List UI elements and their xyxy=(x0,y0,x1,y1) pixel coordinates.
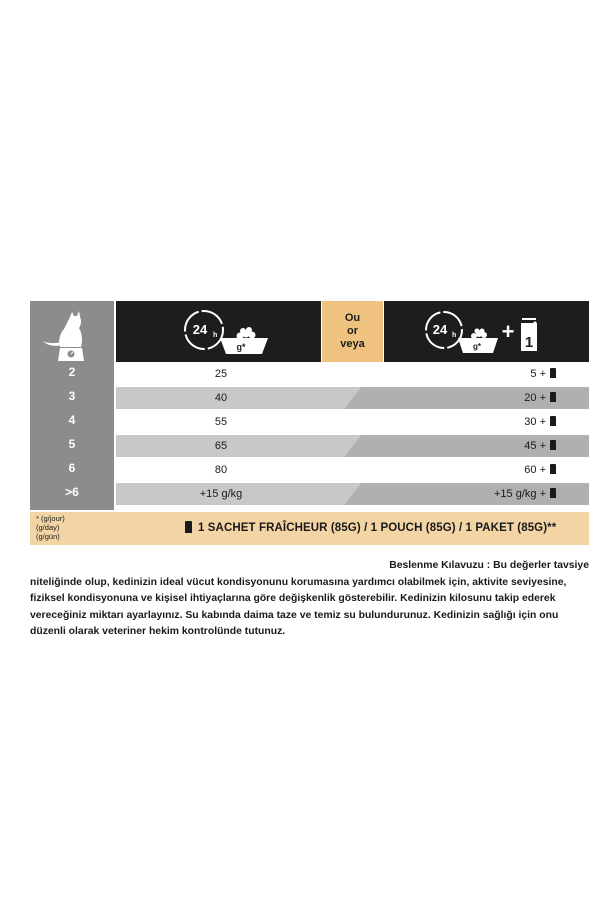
mixed-amount: 45 + xyxy=(524,440,546,452)
hours-unit: h xyxy=(213,332,218,339)
mixed-amount: 5 + xyxy=(530,368,546,380)
sachet-icon xyxy=(550,440,556,450)
weight-label: >6 xyxy=(65,485,79,499)
clock-24h-icon xyxy=(185,311,223,349)
table-row xyxy=(116,387,589,409)
dry-amount: 55 xyxy=(214,416,228,428)
weight-label: 4 xyxy=(68,413,76,427)
dry-amount: +15 g/kg xyxy=(199,488,243,500)
table-row xyxy=(116,459,589,481)
sachet-icon xyxy=(550,464,556,474)
or-label-tr: veya xyxy=(340,338,365,350)
unit-tr: (g/gün) xyxy=(36,532,60,541)
pouch-icon xyxy=(521,319,537,351)
or-label xyxy=(322,301,383,362)
header-mixed-feeding xyxy=(384,301,589,362)
hours-badge: 24 xyxy=(432,322,448,337)
hours-unit: h xyxy=(452,332,457,339)
dry-amount: 25 xyxy=(214,368,228,380)
gram-label: g* xyxy=(473,342,481,351)
unit-en: (g/day) xyxy=(36,523,60,532)
table-row xyxy=(116,483,589,505)
weight-label: 3 xyxy=(68,389,76,403)
dry-amount: 80 xyxy=(214,464,228,476)
dry-amount: 40 xyxy=(214,392,228,404)
sachet-icon xyxy=(550,392,556,402)
footnote-text: 1 SACHET FRAÎCHEUR (85G) / 1 POUCH (85G) / 1 PAKET (85G)** xyxy=(198,522,557,535)
mixed-amount: 20 + xyxy=(524,392,546,404)
sachet-footnote xyxy=(185,522,556,534)
sachet-icon xyxy=(185,521,192,533)
mixed-amount: 30 + xyxy=(524,416,546,428)
weight-label: 2 xyxy=(68,365,76,379)
table-row xyxy=(116,411,589,433)
food-bowl-icon xyxy=(220,327,268,354)
weight-label: 6 xyxy=(68,461,76,475)
table-row xyxy=(116,435,589,457)
sachet-icon xyxy=(550,368,556,378)
pouch-count: 1 xyxy=(524,334,534,351)
table-row xyxy=(116,363,589,385)
mixed-amount: +15 g/kg + xyxy=(494,488,546,500)
plus-sign: + xyxy=(501,319,515,344)
or-label-fr: Ou xyxy=(344,312,361,324)
hours-badge: 24 xyxy=(192,322,208,337)
header-dry-food xyxy=(116,301,321,362)
dry-amount: 65 xyxy=(214,440,228,452)
guide-body: niteliğinde olup, kedinizin ideal vücut kondisyonunu korumasına yardımcı olabilmek için, aktivite seviyesine, fiziksel kondisyonuna ve kişisel ihtiyaçlarına göre değişkenlik gösterebilir. Kedinizin kilosunu takip ederek vereceğiniz miktarı ayarlayınız. Su kabında daima taze ve temiz su bulundurunuz. Kedinizin sağlığı için onu düzenli olarak veteriner hekim kontrolünde tutunuz. xyxy=(30,576,567,637)
food-bowl-icon xyxy=(458,329,498,354)
sachet-icon xyxy=(550,488,556,498)
gram-label: g* xyxy=(236,342,246,352)
or-label-en: or xyxy=(347,325,358,337)
sachet-icon xyxy=(550,416,556,426)
mixed-amount: 60 + xyxy=(524,464,546,476)
feeding-guide xyxy=(30,558,589,641)
unit-fr: * (g/jour) xyxy=(36,514,65,523)
weight-label: 5 xyxy=(68,437,76,451)
guide-title: Beslenme Kılavuzu : Bu değerler tavsiye xyxy=(389,560,589,571)
cat-scale-icon xyxy=(30,301,114,362)
units-legend xyxy=(36,514,65,541)
clock-24h-icon xyxy=(426,312,462,348)
